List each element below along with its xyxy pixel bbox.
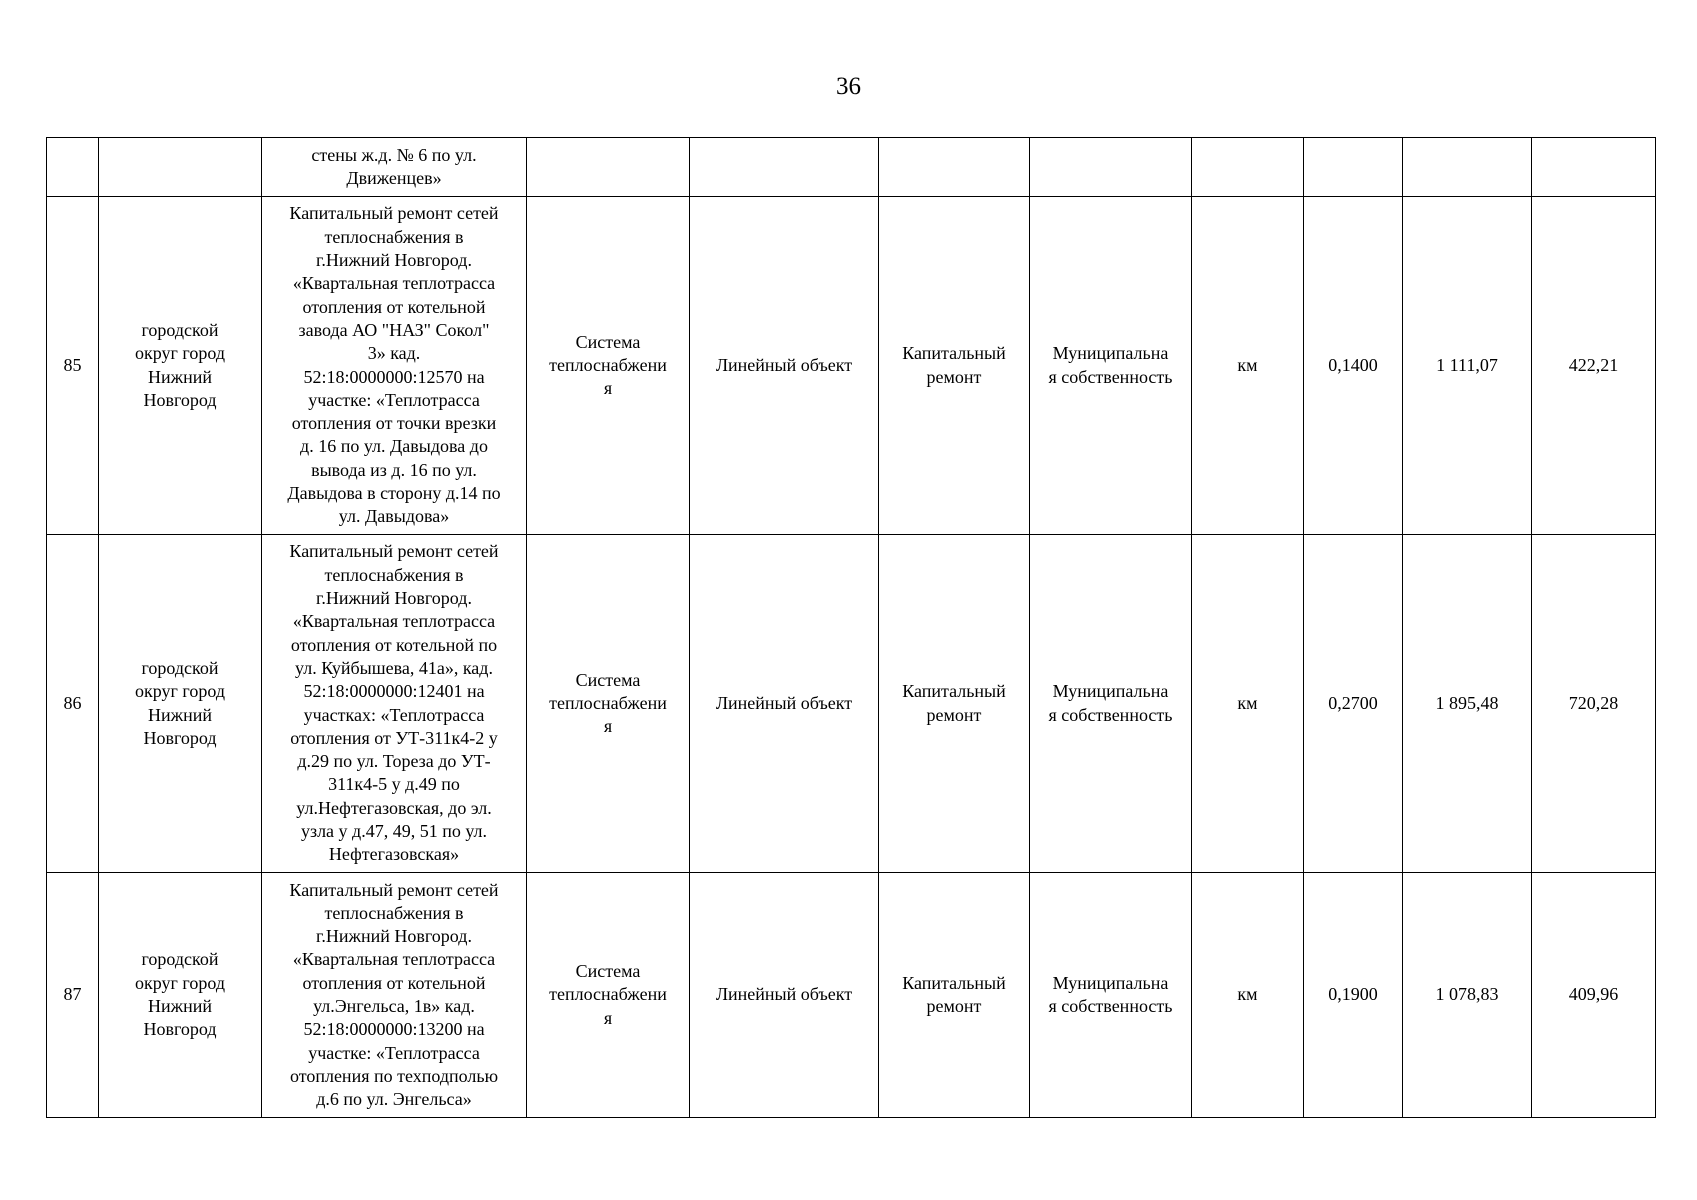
work-type-cell: Капитальный ремонт — [879, 535, 1030, 873]
work-type-cell — [879, 138, 1030, 197]
description-cell: стены ж.д. № 6 по ул. Движенцев» — [262, 138, 527, 197]
quantity-cell — [1304, 138, 1403, 197]
ownership-cell: Муниципальна я собственность — [1030, 535, 1192, 873]
system-cell — [527, 138, 690, 197]
total-cost-cell: 422,21 — [1532, 197, 1656, 535]
unit-cost-cell — [1403, 138, 1532, 197]
unit-cell: км — [1192, 873, 1304, 1118]
unit-cost-cell: 1 111,07 — [1403, 197, 1532, 535]
unit-cell — [1192, 138, 1304, 197]
unit-cost-cell: 1 895,48 — [1403, 535, 1532, 873]
system-cell: Система теплоснабжени я — [527, 197, 690, 535]
description-cell: Капитальный ремонт сетей теплоснабжения в г.Нижний Новгород. «Квартальная теплотрасса отопления от котельной ул.Энгельса, 1в» кад. 52:18:0000000:13200 на участке: «Теплотрасса отопления по техподполью д.6 по ул. Энгельса» — [262, 873, 527, 1118]
quantity-cell: 0,1400 — [1304, 197, 1403, 535]
quantity-cell: 0,1900 — [1304, 873, 1403, 1118]
municipality-cell — [99, 138, 262, 197]
municipality-cell: городской округ город Нижний Новгород — [99, 873, 262, 1118]
ownership-cell: Муниципальна я собственность — [1030, 197, 1192, 535]
unit-cost-cell: 1 078,83 — [1403, 873, 1532, 1118]
ownership-cell: Муниципальна я собственность — [1030, 873, 1192, 1118]
quantity-cell: 0,2700 — [1304, 535, 1403, 873]
row-number-cell: 85 — [47, 197, 99, 535]
object-type-cell: Линейный объект — [690, 535, 879, 873]
object-type-cell: Линейный объект — [690, 873, 879, 1118]
description-cell: Капитальный ремонт сетей теплоснабжения в г.Нижний Новгород. «Квартальная теплотрасса отопления от котельной завода АО "НАЗ" Сокол" 3» кад. 52:18:0000000:12570 на участке: «Теплотрасса отопления от точки врезки д. 16 по ул. Давыдова до вывода из д. 16 по ул. Давыдова в сторону д.14 по ул. Давыдова» — [262, 197, 527, 535]
table-row — [47, 138, 1656, 197]
table-row — [47, 535, 1656, 873]
unit-cell: км — [1192, 197, 1304, 535]
object-type-cell: Линейный объект — [690, 197, 879, 535]
municipality-cell: городской округ город Нижний Новгород — [99, 535, 262, 873]
object-type-cell — [690, 138, 879, 197]
row-number-cell: 87 — [47, 873, 99, 1118]
work-type-cell: Капитальный ремонт — [879, 873, 1030, 1118]
row-number-cell: 86 — [47, 535, 99, 873]
ownership-cell — [1030, 138, 1192, 197]
total-cost-cell: 409,96 — [1532, 873, 1656, 1118]
table-row — [47, 873, 1656, 1118]
work-type-cell: Капитальный ремонт — [879, 197, 1030, 535]
works-table — [46, 137, 1656, 1118]
page-number: 36 — [836, 73, 861, 100]
description-cell: Капитальный ремонт сетей теплоснабжения в г.Нижний Новгород. «Квартальная теплотрасса отопления от котельной по ул. Куйбышева, 41а», кад. 52:18:0000000:12401 на участках: «Теплотрасса отопления от УТ-311к4-2 у д.29 по ул. Тореза до УТ- 311к4-5 у д.49 по ул.Нефтегазовская, до эл. узла у д.47, 49, 51 по ул. Нефтегазовская» — [262, 535, 527, 873]
total-cost-cell — [1532, 138, 1656, 197]
system-cell: Система теплоснабжени я — [527, 873, 690, 1118]
unit-cell: км — [1192, 535, 1304, 873]
municipality-cell: городской округ город Нижний Новгород — [99, 197, 262, 535]
system-cell: Система теплоснабжени я — [527, 535, 690, 873]
table-row — [47, 197, 1656, 535]
row-number-cell — [47, 138, 99, 197]
total-cost-cell: 720,28 — [1532, 535, 1656, 873]
